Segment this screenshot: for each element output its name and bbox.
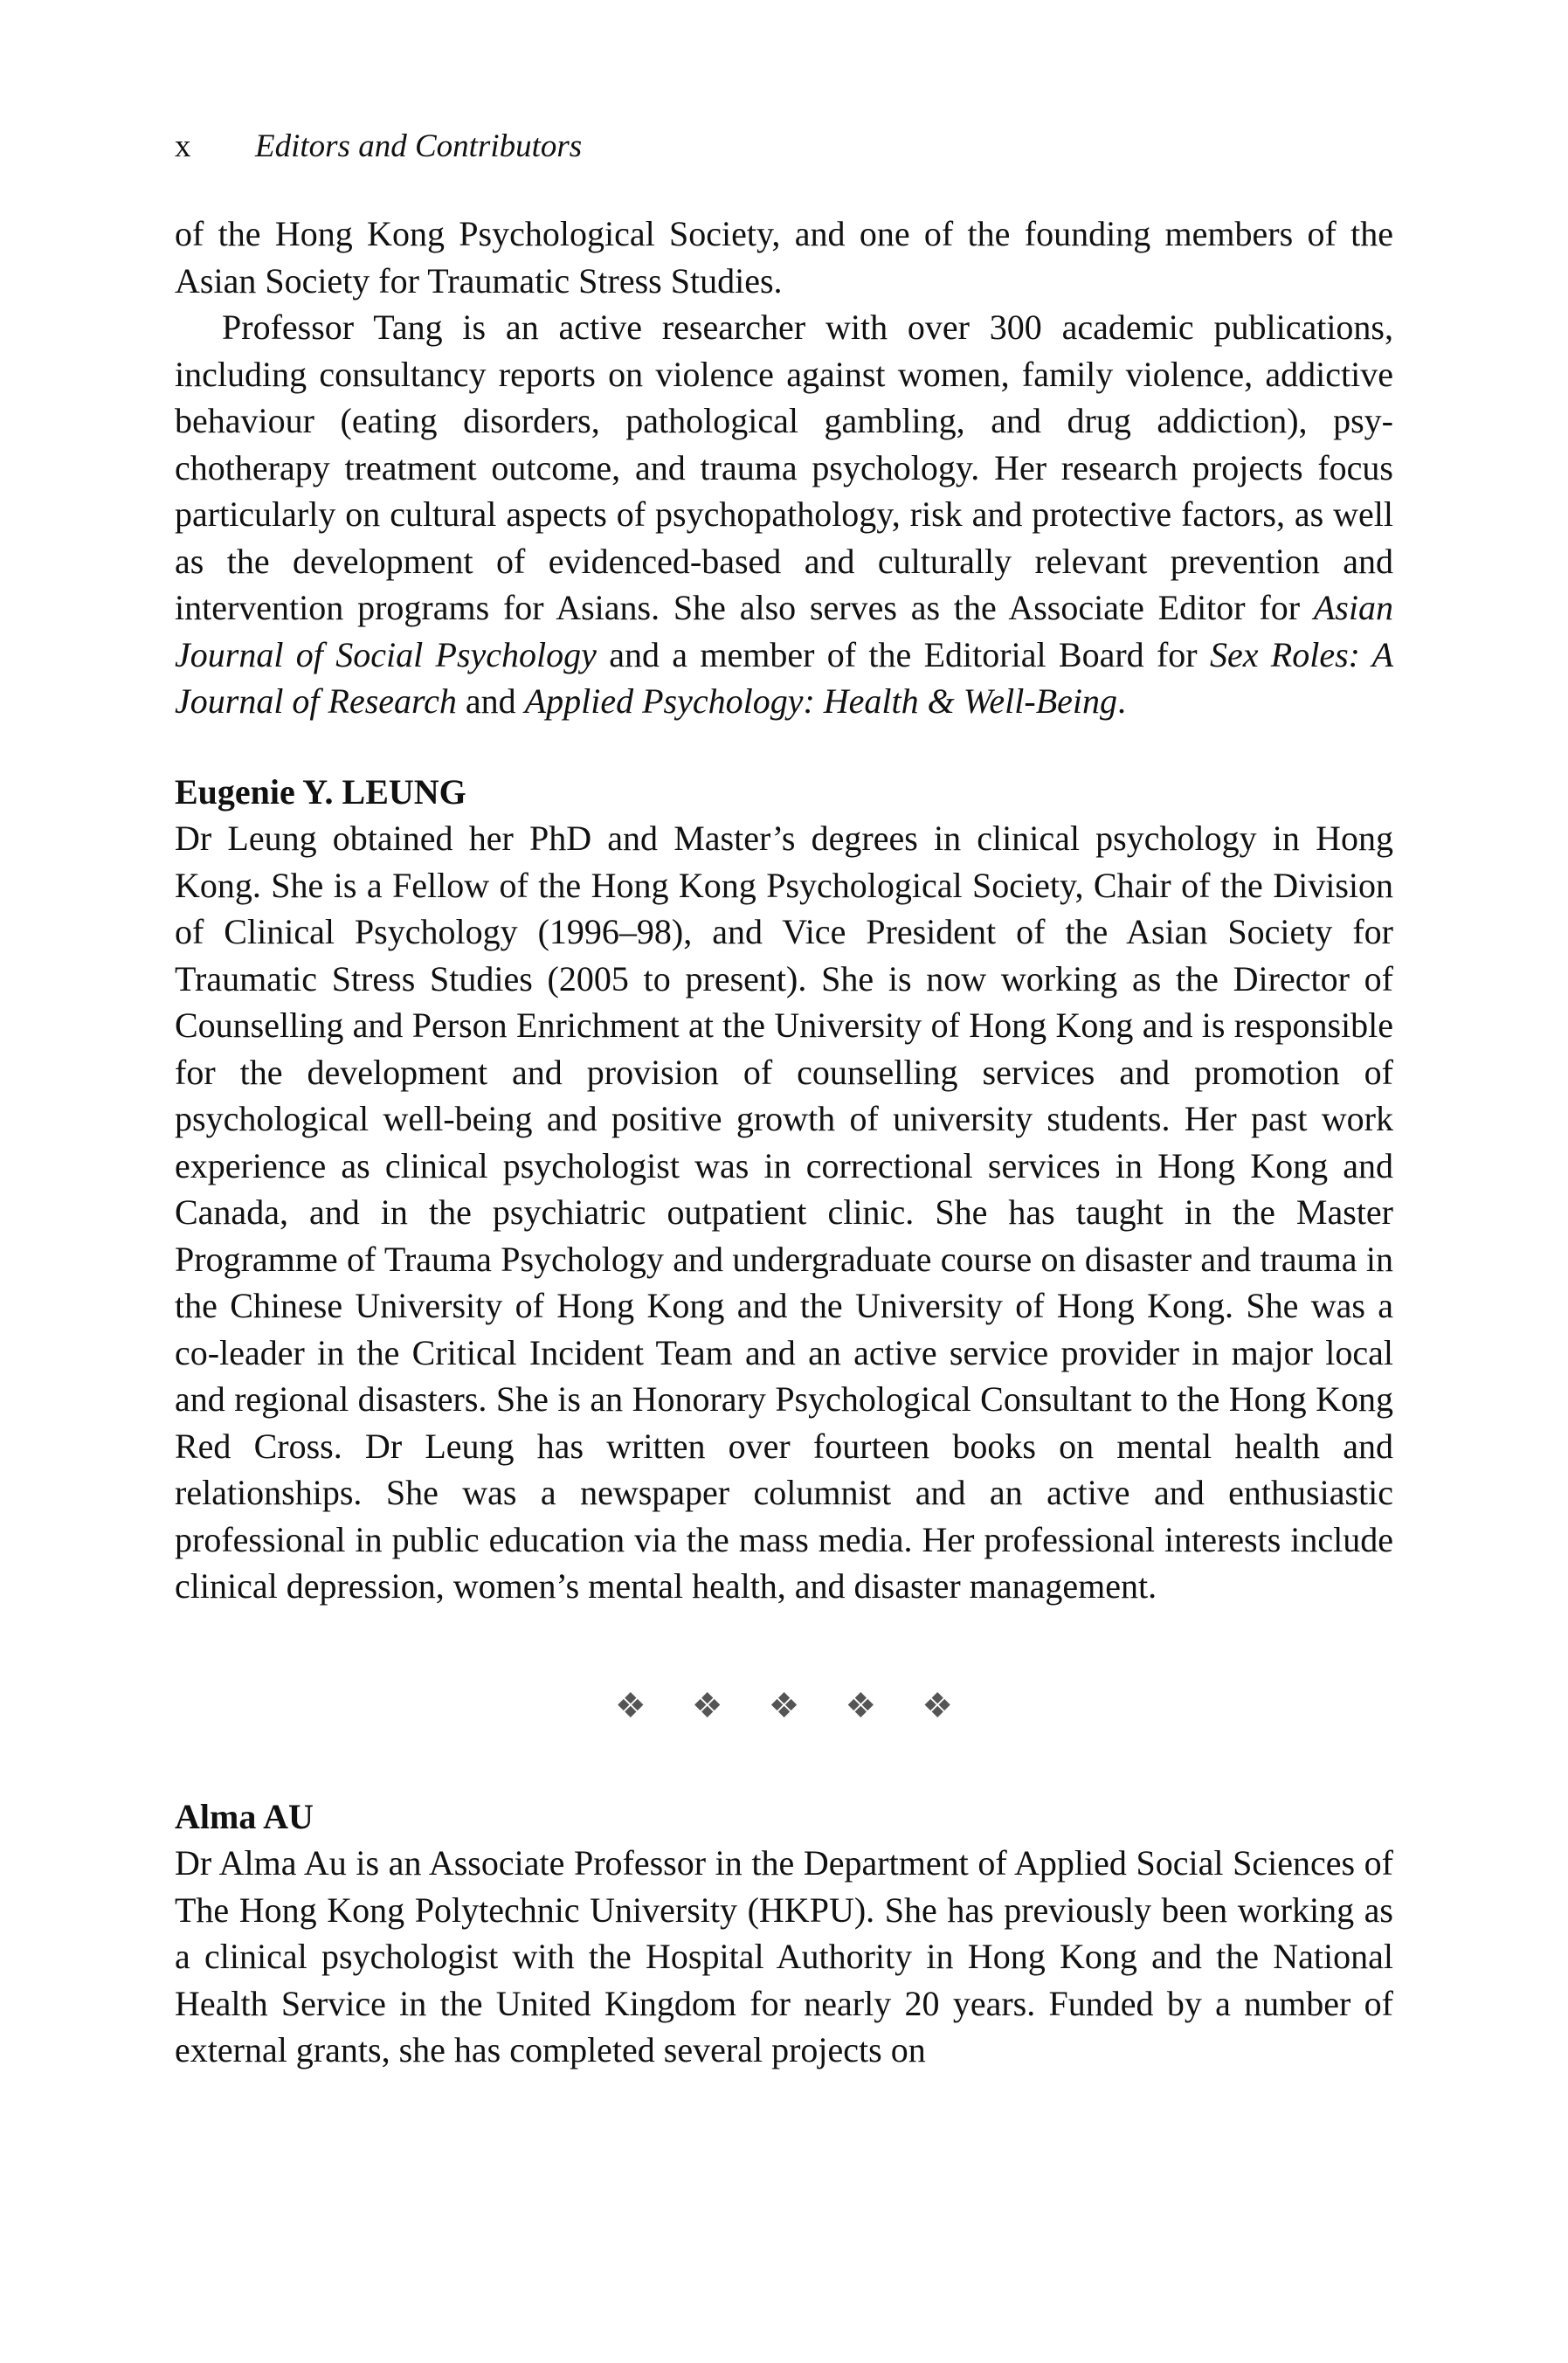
running-head — [175, 127, 1393, 167]
page-number: x — [175, 128, 191, 164]
au-bio-paragraph: Dr Alma Au is an Associate Professor in the Department of Applied Social Sciences of The Hong Kong Polytechnic University (HKPU). She has previously been working as a clinical psychologist with the Hospital Authority in Hong Kong and the National Health Service in the United Kingdom for nearly 20 years. Funded by a number of external grants, she has completed several projects on — [175, 1843, 1393, 2069]
tang-research-text: Professor Tang is an active researcher with over 300 academic publications, including consultancy reports on violence against women, family violence, addictive behaviour (eating disorders, pathological gambling, and drug addiction), psychotherapy treatment outcome, and trauma psychology. Her research projects focus particularly on cultural aspects of psychopathology, risk and protective factors, as well as the development of evidenced-based and culturally relevant prevention and intervention programs for Asians. She also serves as the Associate Editor for — [175, 307, 1393, 627]
diamond-ornament-icon: ❖ — [922, 1685, 999, 1725]
bio-leung — [175, 769, 1393, 1610]
diamond-ornament-icon: ❖ — [845, 1685, 922, 1725]
tang-research-paragraph — [175, 304, 1393, 725]
bio-tang — [175, 211, 1393, 725]
tang-research-text-mid: and a member of the Editorial Board for — [596, 634, 1210, 674]
tang-research-text-and: and — [456, 681, 525, 721]
book-page — [175, 127, 1393, 2074]
section-divider — [175, 1680, 1393, 1732]
diamond-ornament-icon: ❖ — [691, 1685, 769, 1725]
journal-title-sex-roles: Sex Roles: A Journal of Research — [175, 634, 1394, 721]
leung-bio-paragraph: Dr Leung obtained her PhD and Master’s degrees in clinical psychology in Hong Kong. She is a Fellow of the Hong Kong Psychological Society, Chair of the Division of Clinical Psychology (1996–98), and Vice President of the Asian Society for Traumatic Stress Studies (2005 to present). She is now working as the Director of Counselling and Person Enrichment at the University of Hong Kong and is responsible for the development and provision of counselling services and promotion of psychological well-being and positive growth of university students. Her past work experience as clinical psychologist was in correctional services in Hong Kong and Canada, and in the psychiatric outpatient clinic. She has taught in the Master Programme of Trauma Psychology and undergraduate course on disaster and trauma in the Chinese University of Hong Kong and the University of Hong Kong. She was a co-leader in the Critical Incident Team and an active service provider in major local and regional disasters. She is an Honorary Psychological Consultant to the Hong Kong Red Cross. Dr Leung has written over fourteen books on mental health and relationships. She was a newspaper columnist and an active and enthusiastic professional in public education via the mass media. Her professional interests include clinical depression, women’s mental health, and disaster management. — [175, 819, 1393, 1606]
section-title: Editors and Contributors — [255, 128, 583, 164]
diamond-ornament-icon: ❖ — [768, 1685, 846, 1725]
tang-research-text-end: . — [1117, 681, 1126, 721]
tang-continuation-paragraph: of the Hong Kong Psychological Society, and one of the founding members of the Asian Society for Traumatic Stress Studies. — [175, 214, 1393, 301]
contributor-name-au: Alma AU — [175, 1796, 314, 1836]
journal-title-applied: Applied Psychology: Health & Well-Being — [524, 681, 1117, 721]
journal-title-asian: Asian Journal of Social Psychology — [175, 588, 1393, 674]
bio-au — [175, 1793, 1393, 2074]
contributor-name-leung: Eugenie Y. LEUNG — [175, 771, 466, 812]
diamond-ornament-icon: ❖ — [614, 1685, 692, 1725]
